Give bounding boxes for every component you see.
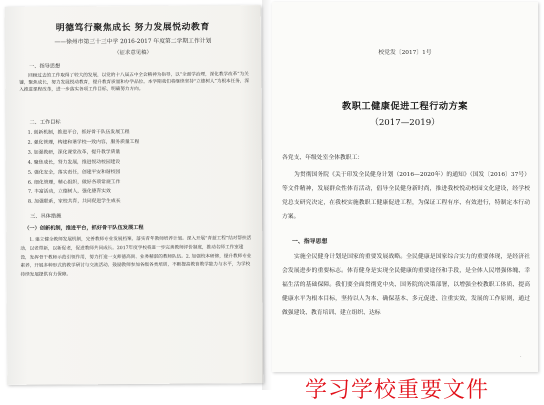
goal-item: 6. 细化管理，精心组织，做好各项常规工作 xyxy=(27,179,121,186)
document-title: 教职工健康促进工程行动方案 xyxy=(342,101,468,112)
document-years: （2017—2019） xyxy=(370,118,440,128)
goal-item: 2. 强化管理，构建和谐学校一致内容，服务质量工程 xyxy=(27,139,140,146)
page-gap-shadow xyxy=(262,0,272,390)
goal-item: 7. 丰富活动，立德树人，强化德育实效 xyxy=(27,189,111,196)
goal-item: 3. 加强教研，深化课堂改革，提升教学质量 xyxy=(27,149,121,156)
left-page-subtitle: ——徐州市第三十三中学 2016-2017 年度第二学期工作计划 xyxy=(54,38,212,46)
section-body-paragraph: 实施全民健身计划是国家的重要发展战略。全民健康是国家综合实力的重要体现，是经济社会发展进步的重要标志。体育健身是实现全民健康的重要途径和手段，是全体人民增强体魄、幸福生活的基础保障。我们要全面贯彻党中央、国务院的决策部署，以增强全校教职工体质、提高健康水平为根本目标，坚持以人为本、确保基本、多元促进、注重实效，发展的工作原则，通过做强建设、教育培训、建立组织、达标 xyxy=(282,254,530,316)
left-heading-measures: 三、具体措施 xyxy=(30,213,62,220)
right-document-page xyxy=(272,2,538,372)
left-measure-heading: （一）创新机制，推进平台，抓好骨干队伍发展工程 xyxy=(24,224,144,232)
left-goals-list xyxy=(28,128,140,208)
goal-item: 1. 创新机制，推进平台，抓好骨干队伍发展工程 xyxy=(27,130,130,136)
document-body-paragraph: 为贯彻国务院《关于印发全民健身计划（2016—2020年）的通知》（国发〔2016〕37号）等文件精神，发展群众性体育活动，倡导全民健身新时尚，推进我校悦动校园文化建设，经学校党总支研究决定，在我校实施教职工健康促进工程，为保证工程有序、有效进行，特制定本行动方案。 xyxy=(282,172,530,220)
left-heading-goals: 二、工作目标 xyxy=(29,119,61,126)
left-measures-paragraph: 1. 建立健全教师发展机制，完善教师专业发展档案，落实青年教师培养计划。深入开展“青蓝工程”结对帮扶活动，以老带新，以新促老，促进教师共同成长。2017年度学校将进一步完善教师评价制度，推动名师工作室建设，发挥骨干教师示范引领作用，努力打造一支师德高尚、业务精湛的教师队伍。2. 加强校本研修，提升教师专业素养，开展多种形式的教学研讨与交流活动，鼓励教师参加各级各类培训，不断提高教育教学能力与水平，为学校持续发展提供有力保障。 xyxy=(20,236,252,278)
document-number: 校党发〔2017〕1号 xyxy=(378,50,432,56)
left-document-page xyxy=(5,5,264,385)
overlay-caption: 学习学校重要文件 xyxy=(305,378,490,403)
page-mark: · xyxy=(520,354,522,360)
left-page-title: 明德笃行聚焦成长 努力发展悦动教育 xyxy=(55,22,210,34)
goal-item: 8. 加强联系，家校共育，共同促进学生成长 xyxy=(28,199,121,206)
goal-item: 4. 聚焦成长，努力发展，推进悦动校园建设 xyxy=(27,159,121,166)
goal-item: 5. 强化安全，落实责任，创建平安和谐校园 xyxy=(27,169,121,176)
document-salutation: 各党支、年级处室全体教职工： xyxy=(282,155,364,161)
left-heading-guiding-ideology: 一、指导思想 xyxy=(29,63,61,70)
left-page-note: （征求意见稿） xyxy=(114,49,152,57)
section-heading-guiding-ideology: 一、指导思想 xyxy=(292,238,328,245)
left-intro-paragraph: 回顾过去的工作取得了较大的发展，以党的十八届五中全会精神为指导，以“全面学治理，深化教学改革”为关键，聚焦成长，努力发展悦动教育，提升教育质量和办学品位。本学期我们将继续坚持“立德树人”为根本任务，深入推进课程改革，进一步落实各项工作目标，明确努力方向。 xyxy=(19,72,250,94)
